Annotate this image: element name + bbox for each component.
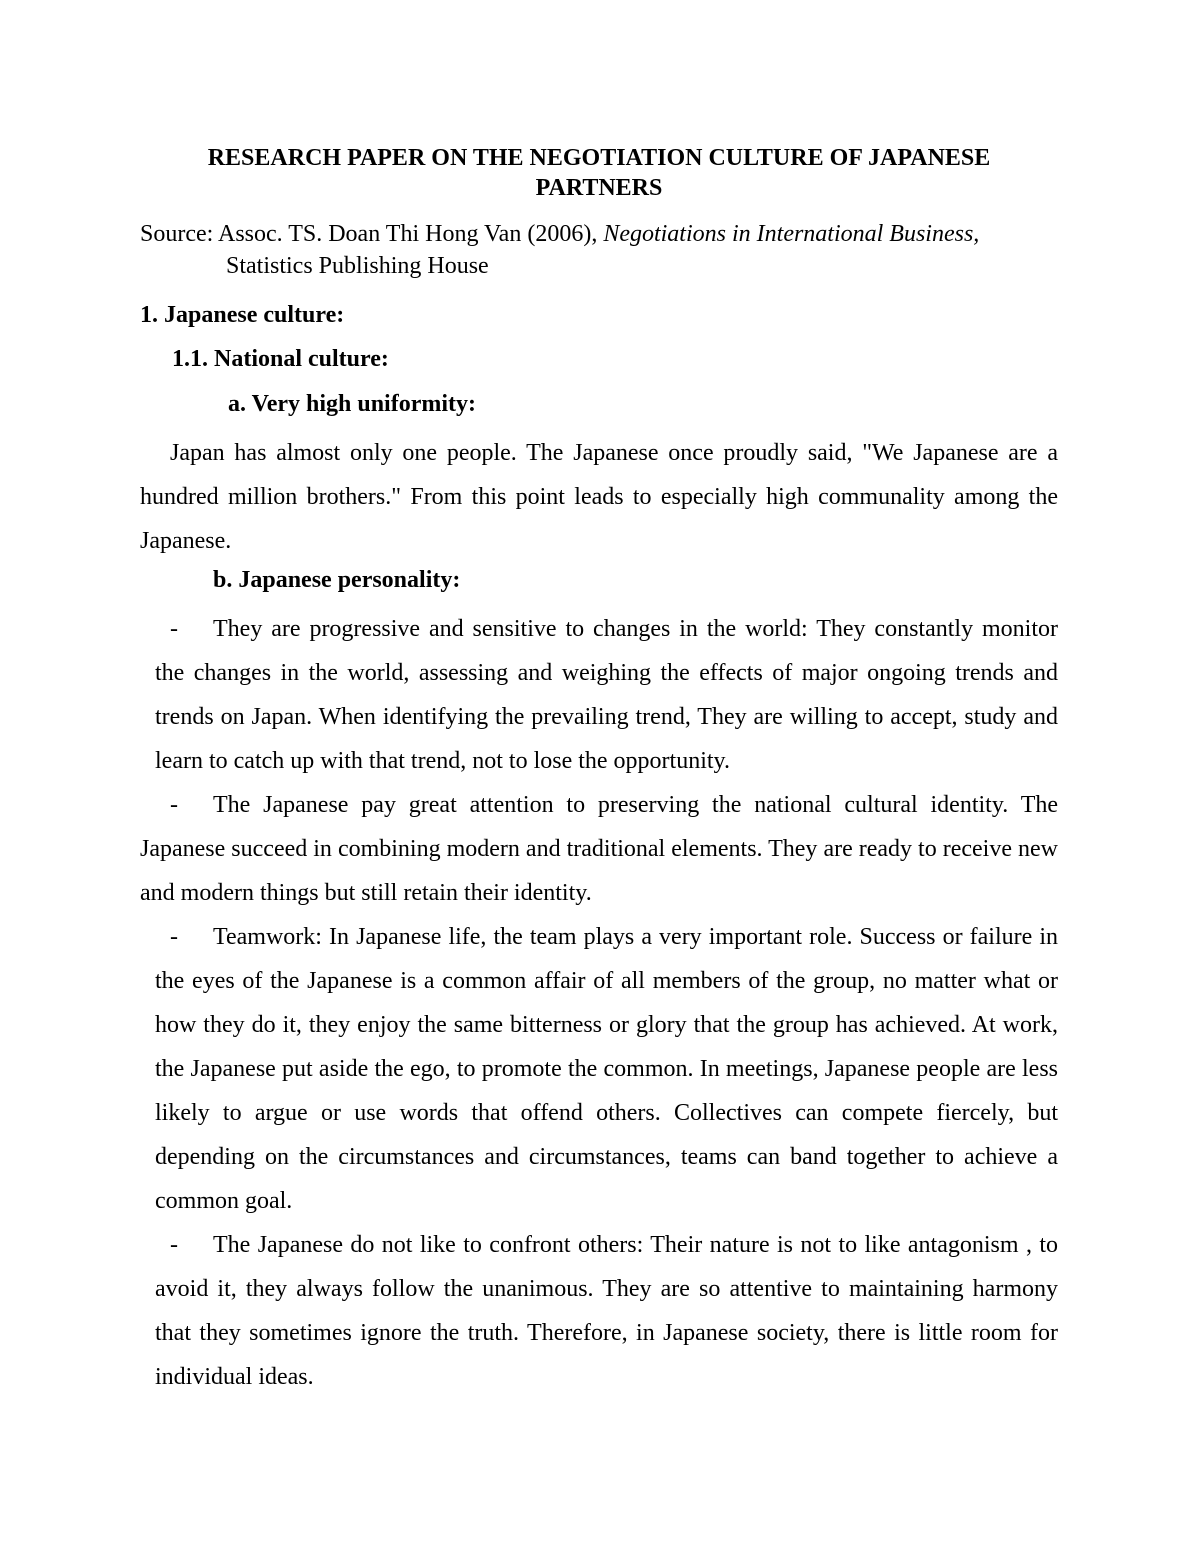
bullet-item-identity <box>140 783 1058 915</box>
bullet-dash: - <box>170 616 178 642</box>
heading-section-1: 1. Japanese culture: <box>140 302 345 328</box>
bullet-text: They are progressive and sensitive to changes in the world: They constantly monitor the changes in the world, assessing and weighing the effects of major ongoing trends and trends on Japan. When identifying the prevailing trend, They are willing to accept, study and learn to catch up with that trend, not to lose the opportunity. <box>155 616 1058 774</box>
bullet-dash: - <box>170 924 178 950</box>
source-publisher: Statistics Publishing House <box>226 253 489 279</box>
document-title <box>140 143 1058 203</box>
personality-bullet-list <box>140 607 1058 1399</box>
heading-section-1-1: 1.1. National culture: <box>172 346 389 372</box>
bullet-text: Teamwork: In Japanese life, the team plays a very important role. Success or failure in the eyes of the Japanese is a common affair of all members of the group, no matter what or how they do it, they enjoy the same bitterness or glory that the group has achieved. At work, the Japanese put aside the ego, to promote the common. In meetings, Japanese people are less likely to argue or use words that offend others. Collectives can compete fiercely, but depending on the circumstances and circumstances, teams can band together to achieve a common goal. <box>155 924 1058 1214</box>
bullet-item-confront <box>140 1223 1058 1399</box>
source-prefix: Source: Assoc. TS. Doan Thi Hong Van (2006), <box>140 221 604 247</box>
bullet-item-teamwork <box>140 915 1058 1223</box>
paragraph-uniformity: Japan has almost only one people. The Japanese once proudly said, "We Japanese are a hundred million brothers." From this point leads to especially high communality among the Japanese. <box>140 440 1058 554</box>
bullet-dash: - <box>170 1232 178 1258</box>
source-citation <box>140 218 1080 282</box>
bullet-dash: - <box>170 792 178 818</box>
bullet-item-progressive <box>140 607 1058 783</box>
heading-sub-a: a. Very high uniformity: <box>228 391 477 417</box>
source-book-title: Negotiations in International Business, <box>603 221 980 247</box>
title-line-1: RESEARCH PAPER ON THE NEGOTIATION CULTURE OF JAPANESE <box>207 145 991 171</box>
bullet-text: The Japanese pay great attention to preserving the national cultural identity. The Japanese succeed in combining modern and traditional elements. They are ready to receive new and modern things but still retain their identity. <box>140 792 1058 906</box>
heading-sub-b: b. Japanese personality: <box>213 567 461 593</box>
bullet-text: The Japanese do not like to confront others: Their nature is not to like antagonism , to avoid it, they always follow the unanimous. They are so attentive to maintaining harmony that they sometimes ignore the truth. Therefore, in Japanese society, there is little room for individual ideas. <box>155 1232 1058 1390</box>
title-line-2: PARTNERS <box>535 175 663 201</box>
